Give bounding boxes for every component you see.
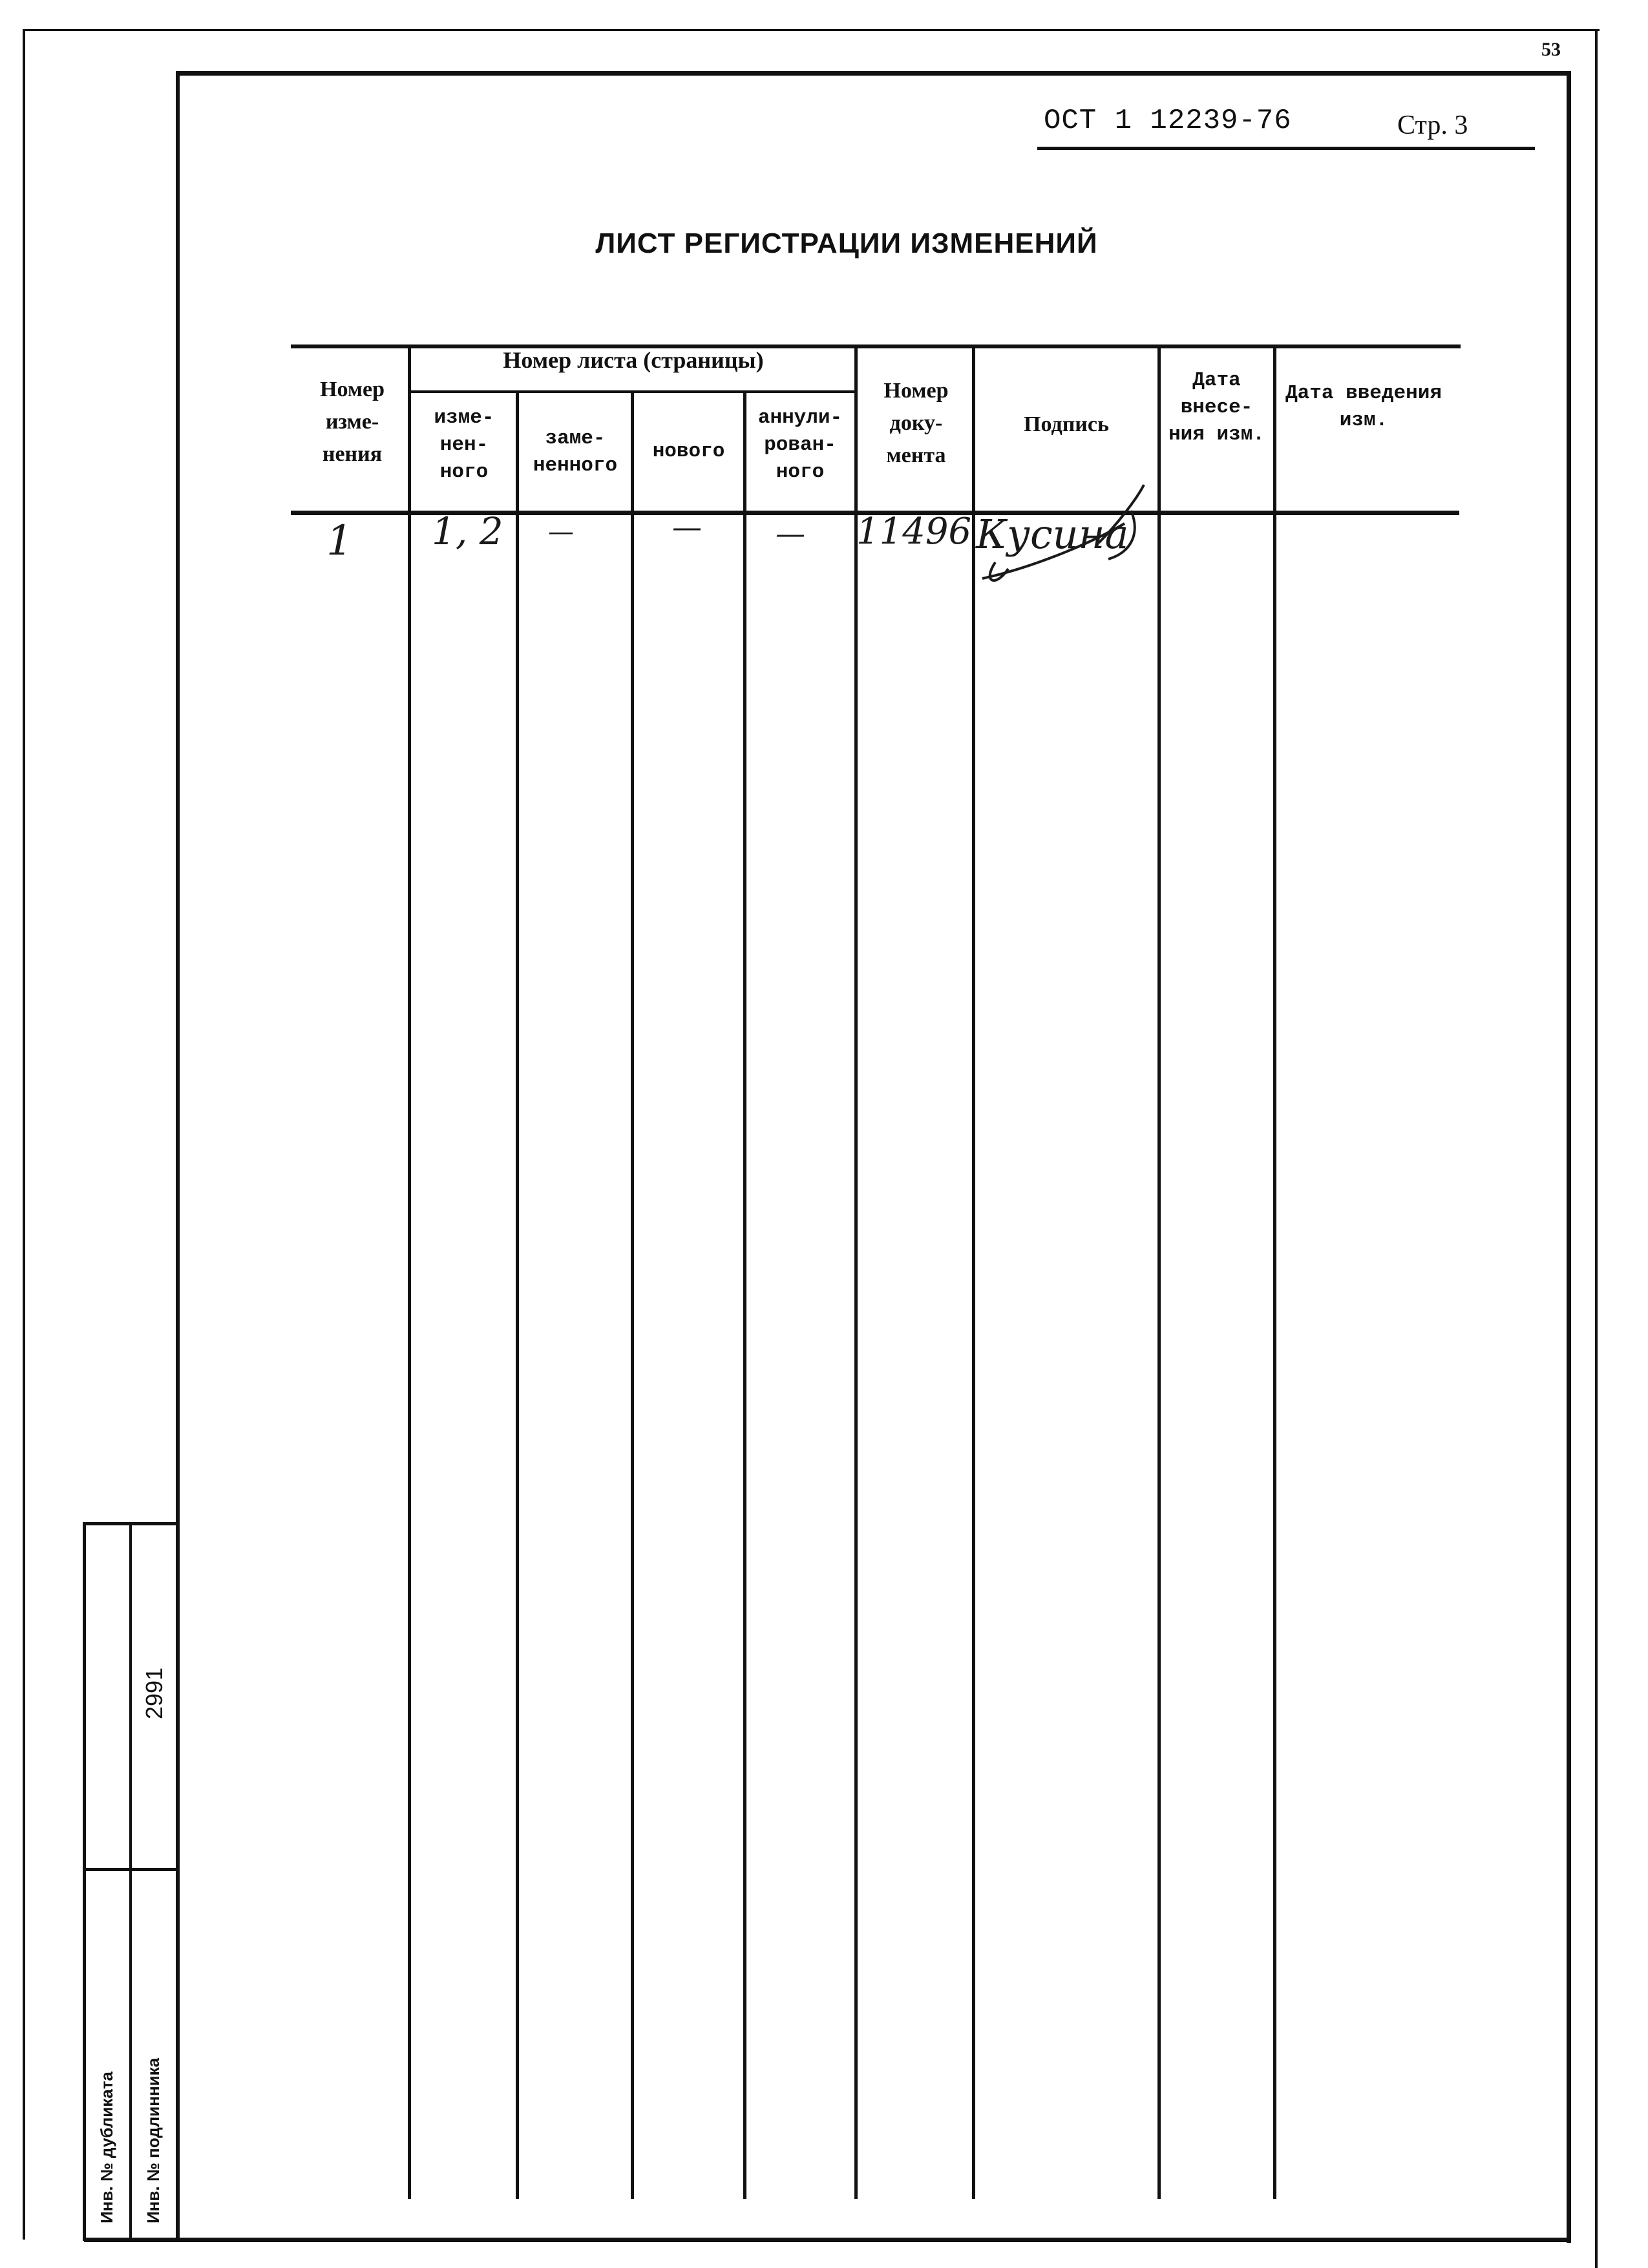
stamp-original-value: 2991 bbox=[141, 1667, 167, 1719]
stamp-original-label: Инв. № подлинника bbox=[143, 2057, 163, 2223]
col-divider-1 bbox=[408, 346, 411, 2199]
col-header-replaced: заме- ненного bbox=[533, 427, 618, 477]
group-header-sheet-number: Номер листа (страницы) bbox=[503, 347, 764, 373]
frame-bottom bbox=[84, 2238, 1570, 2242]
frame-top bbox=[178, 71, 1570, 76]
row-cancelled-sheets: — bbox=[776, 516, 805, 551]
page-label: Стр. 3 bbox=[1397, 111, 1468, 140]
col-divider-6 bbox=[972, 346, 975, 2199]
page-title: ЛИСТ РЕГИСТРАЦИИ ИЗМЕНЕНИЙ bbox=[595, 228, 1098, 259]
col-header-changed: изме- нен- ного bbox=[434, 407, 494, 483]
group-header-rule bbox=[410, 390, 858, 393]
col-header-new: нового bbox=[652, 440, 725, 463]
sheet-right-edge bbox=[1595, 29, 1598, 2268]
col-divider-7 bbox=[1157, 346, 1161, 2199]
frame-right bbox=[1567, 71, 1571, 2243]
col-divider-3 bbox=[631, 392, 634, 2199]
header-underline bbox=[1037, 147, 1535, 150]
stamp-duplicate-label: Инв. № дубликата bbox=[97, 2072, 116, 2223]
row-replaced-sheets: — bbox=[548, 517, 574, 547]
signature-flourish-icon bbox=[969, 472, 1163, 595]
row-signature: Кусина bbox=[976, 511, 1129, 558]
col-header-change-number: Номер изме- нения bbox=[320, 377, 385, 466]
col-header-cancelled: аннули- рован- ного bbox=[757, 407, 843, 483]
stamp-left bbox=[83, 1522, 86, 2241]
col-divider-5 bbox=[854, 346, 858, 2199]
col-divider-2 bbox=[516, 392, 519, 2199]
row-new-sheets: — bbox=[672, 509, 702, 544]
page-number: 53 bbox=[1541, 39, 1561, 60]
document-code: ОСТ 1 12239-76 bbox=[1044, 105, 1292, 137]
frame-left bbox=[176, 71, 180, 2241]
stamp-column-divider bbox=[129, 1522, 132, 2241]
col-divider-4 bbox=[743, 392, 746, 2199]
row-changed-sheets: 1, 2 bbox=[432, 509, 503, 553]
col-header-effective-date: Дата введения изм. bbox=[1285, 382, 1442, 432]
row-change-number: 1 bbox=[326, 517, 353, 565]
col-divider-8 bbox=[1273, 346, 1276, 2199]
row-document-number: 11496 bbox=[856, 511, 972, 553]
col-header-entry-date: Дата внесе- ния изм. bbox=[1168, 369, 1265, 446]
sheet-left-edge bbox=[23, 29, 25, 2240]
col-header-document-number: Номер доку- мента bbox=[883, 379, 949, 467]
sheet-top-edge bbox=[23, 29, 1600, 31]
col-header-signature: Подпись bbox=[1024, 412, 1109, 436]
